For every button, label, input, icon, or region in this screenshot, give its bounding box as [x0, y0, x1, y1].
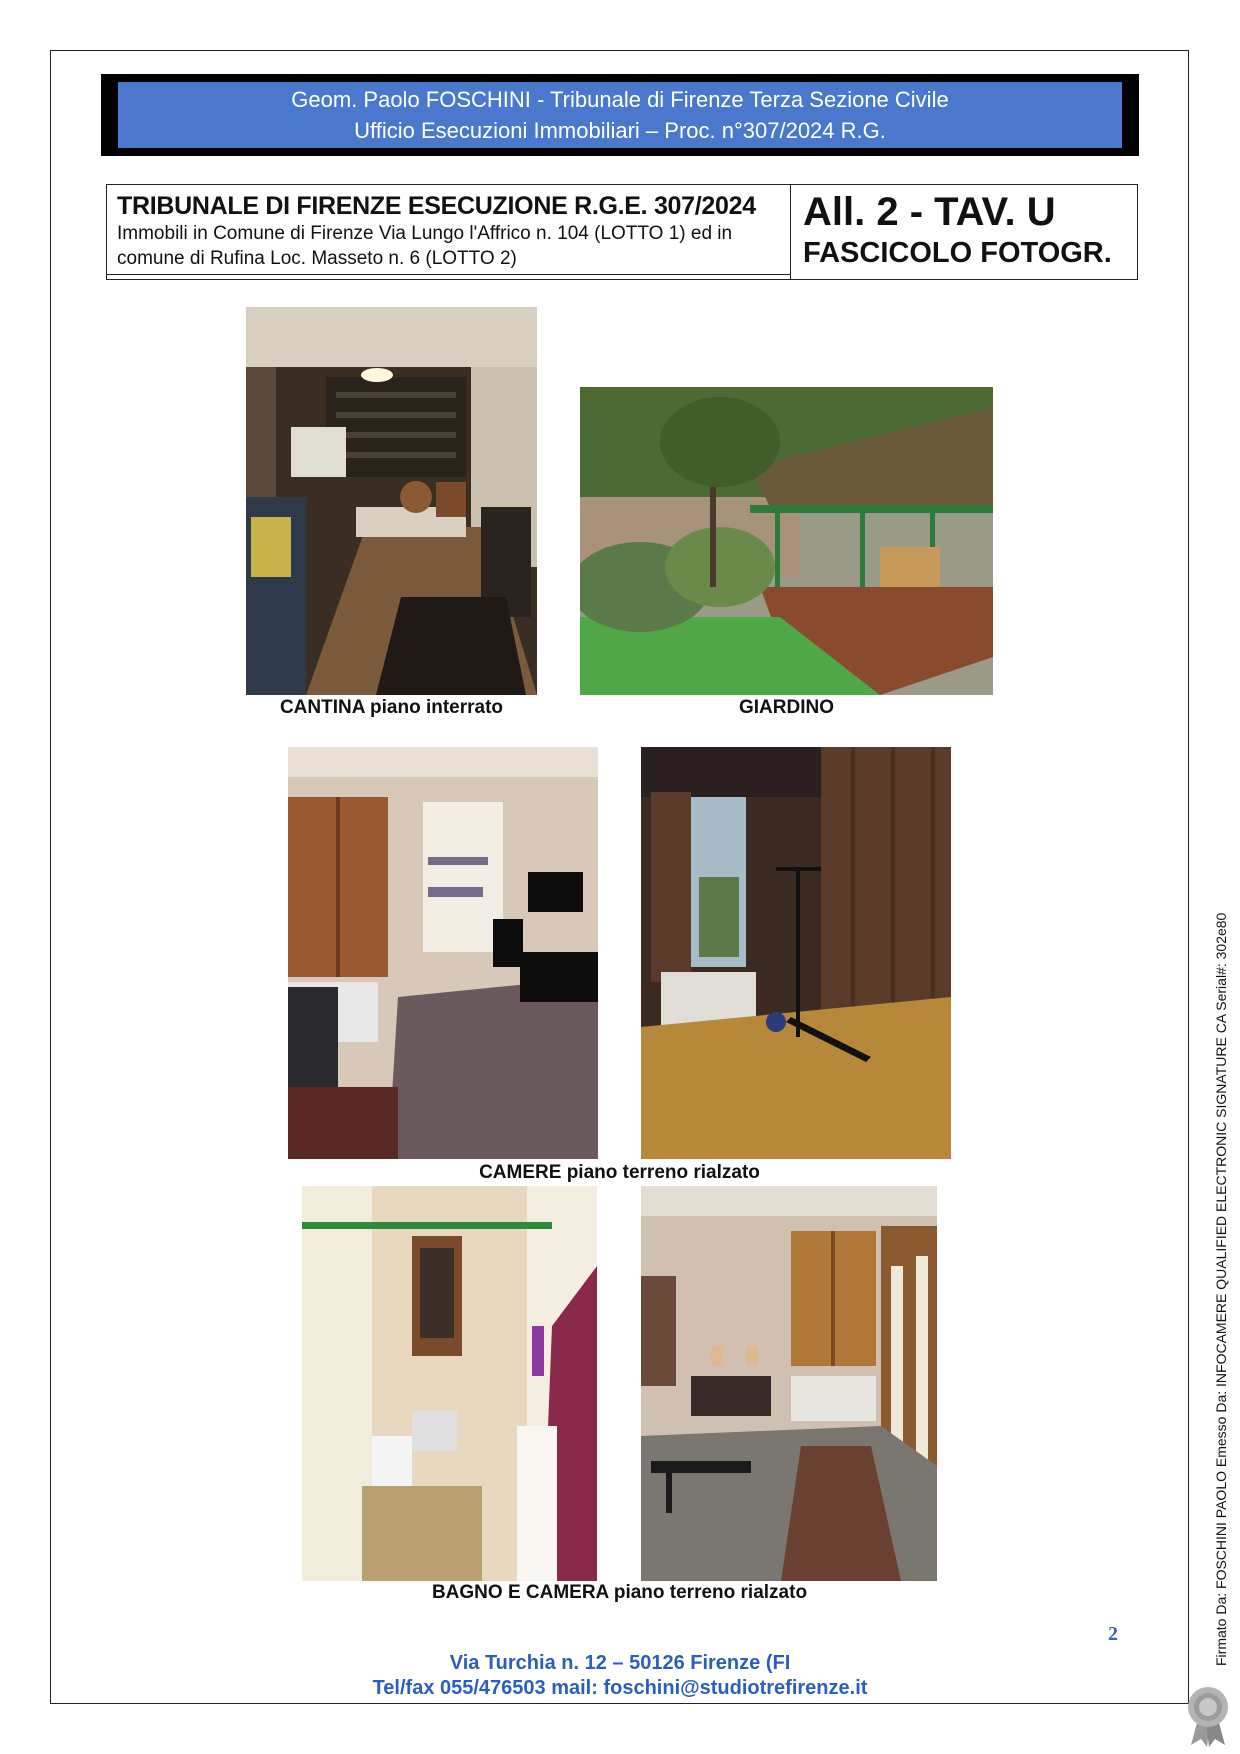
title-heading: TRIBUNALE DI FIRENZE ESECUZIONE R.G.E. 307/2024	[117, 192, 756, 220]
photo-camera-3	[641, 1186, 937, 1581]
seal-rosette-icon	[1183, 1683, 1233, 1749]
caption-camere: CAMERE piano terreno rialzato	[479, 1162, 760, 1183]
photo-cantina	[246, 307, 537, 695]
attachment-label: All. 2 - TAV. U	[803, 190, 1056, 234]
page-number: 2	[1108, 1623, 1118, 1645]
title-underline	[107, 274, 790, 275]
photo-camera-2	[641, 747, 951, 1159]
title-block	[106, 184, 1138, 280]
page-frame	[50, 50, 1189, 1704]
signature-note-text: Firmato Da: FOSCHINI PAOLO Emesso Da: INFOCAMERE QUALIFIED ELECTRONIC SIGNATURE CA Serial#: 302e80	[1213, 912, 1229, 1666]
title-description-line-1: Immobili in Comune di Firenze Via Lungo l'Affrico n. 104 (LOTTO 1) ed in	[117, 223, 733, 244]
footer-contacts: Tel/fax 055/476503 mail: foschini@studiotrefirenze.it	[372, 1677, 868, 1699]
photo-camera-1	[288, 747, 598, 1159]
title-left-cell	[107, 185, 791, 279]
caption-bagno-camera: BAGNO E CAMERA piano terreno rialzato	[431, 1582, 808, 1603]
title-right-cell	[791, 185, 1137, 279]
photo-giardino	[580, 387, 993, 695]
photo-bagno	[302, 1186, 597, 1581]
header-line-2: Ufficio Esecuzioni Immobiliari – Proc. n°307/2024 R.G.	[354, 118, 886, 143]
header-line-1: Geom. Paolo FOSCHINI - Tribunale di Firenze Terza Sezione Civile	[291, 87, 949, 112]
header-banner-inner	[118, 82, 1122, 148]
caption-giardino: GIARDINO	[739, 697, 834, 718]
header-banner	[101, 74, 1139, 156]
footer-address: Via Turchia n. 12 – 50126 Firenze (FI	[449, 1652, 791, 1674]
caption-cantina: CANTINA piano interrato	[279, 697, 504, 718]
title-description-line-2: comune di Rufina Loc. Masseto n. 6 (LOTTO 2)	[117, 248, 517, 269]
dossier-label: FASCICOLO FOTOGR.	[803, 237, 1112, 269]
